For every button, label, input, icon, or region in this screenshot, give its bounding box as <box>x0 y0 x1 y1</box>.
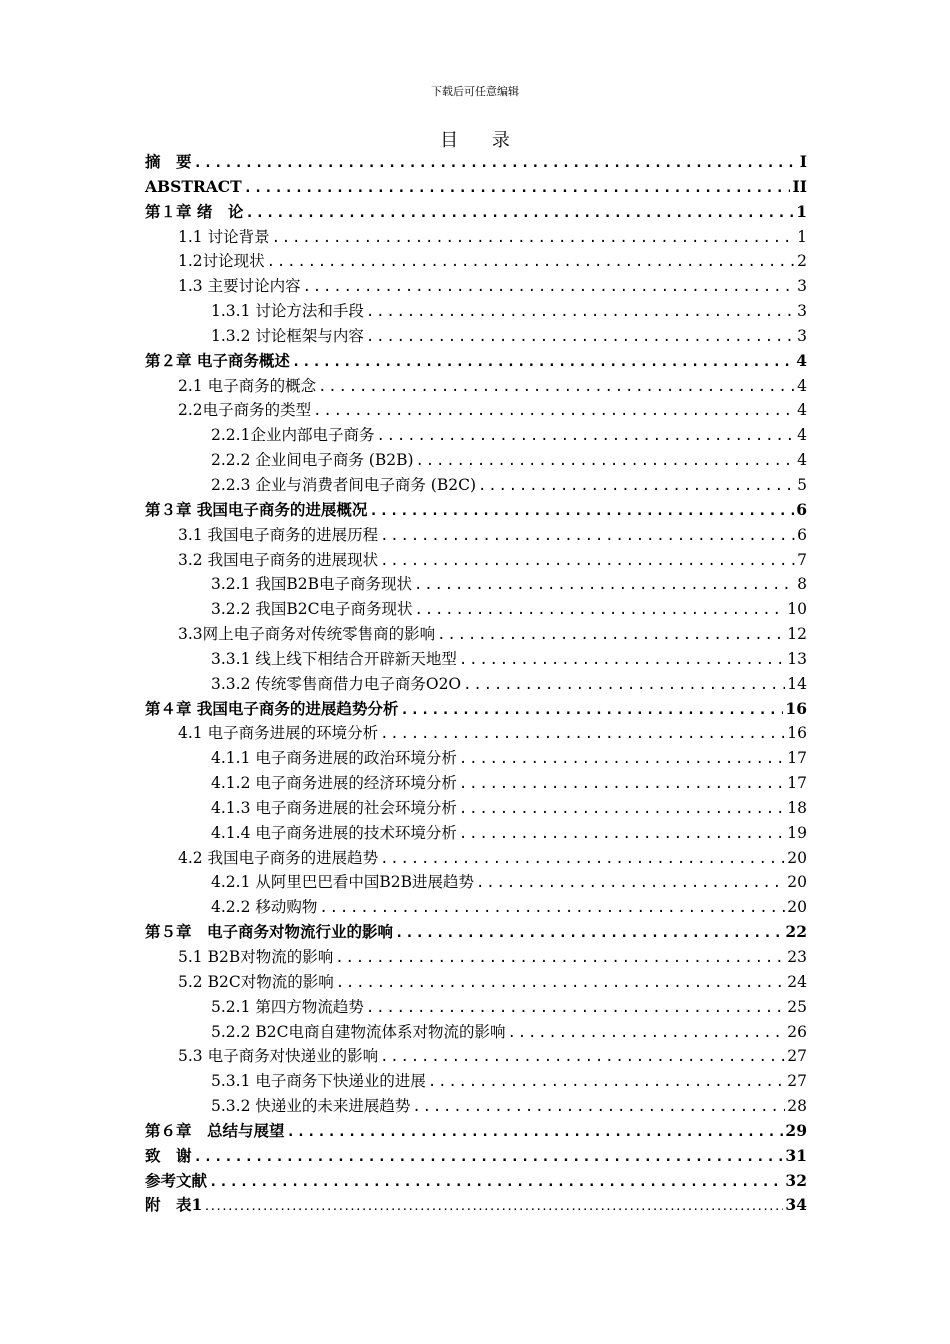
toc-entry-page: 25 <box>787 997 807 1016</box>
toc-entry[interactable] <box>145 249 807 274</box>
toc-entry-page: 4 <box>796 350 807 370</box>
dot-leader <box>272 226 796 251</box>
toc-entry-label: 2.2.2 企业间电子商务 (B2B) <box>211 451 414 470</box>
dot-leader <box>319 896 785 921</box>
dot-leader <box>414 573 795 598</box>
toc-entry[interactable] <box>145 448 807 473</box>
toc-entry-page: 16 <box>787 724 807 743</box>
toc-entry[interactable] <box>145 274 807 299</box>
toc-entry-label: 1.1 讨论背景 <box>178 227 270 246</box>
toc-entry[interactable] <box>145 647 807 672</box>
dot-leader <box>437 623 785 648</box>
toc-entry[interactable] <box>145 299 807 324</box>
toc-entry-page: 13 <box>787 649 807 668</box>
toc-entry-label: 5.3 电子商务对快递业的影响 <box>178 1047 379 1066</box>
toc-entry-page: 4 <box>797 451 807 470</box>
toc-entry-label: 5.2 B2C对物流的影响 <box>178 972 334 991</box>
toc-entry-label: 2.2电子商务的类型 <box>178 401 312 420</box>
dot-leader <box>245 201 794 226</box>
toc-entry-page: 31 <box>785 1145 807 1165</box>
dot-leader <box>366 300 795 325</box>
toc-entry-label: 4.1.3 电子商务进展的社会环境分析 <box>211 798 457 817</box>
toc-entry-page: 26 <box>787 1022 807 1041</box>
toc-entry-label: 第５章 电子商务对物流行业的影响 <box>145 922 394 942</box>
dot-leader <box>318 375 795 400</box>
toc-entry-label: 5.3.1 电子商务下快递业的进展 <box>211 1072 426 1091</box>
toc-entry-page: 19 <box>787 823 807 842</box>
dot-leader <box>459 822 785 847</box>
dot-leader <box>303 275 796 300</box>
toc-entry-label: 5.2.2 B2C电商自建物流体系对物流的影响 <box>211 1022 506 1041</box>
dot-leader <box>335 946 785 971</box>
toc-entry[interactable] <box>145 597 807 622</box>
toc-entry-page: 1 <box>796 201 807 221</box>
toc-entry-page: 27 <box>787 1072 807 1091</box>
toc-entry-page: 20 <box>787 898 807 917</box>
toc-entry-page: II <box>792 176 807 196</box>
toc-entry[interactable] <box>145 1119 807 1144</box>
dot-leader <box>336 971 786 996</box>
dot-leader <box>459 772 785 797</box>
toc-entry-label: 2.2.3 企业与消费者间电子商务 (B2C) <box>211 475 476 494</box>
toc-entry-label: 1.3 主要讨论内容 <box>178 277 301 296</box>
toc-entry-page: 5 <box>797 475 807 494</box>
toc-entry-page: 1 <box>797 227 807 246</box>
toc-entry[interactable] <box>145 995 807 1020</box>
toc-entry-page: 29 <box>785 1120 807 1140</box>
dot-leader <box>428 1070 785 1095</box>
toc-entry[interactable] <box>145 1169 807 1194</box>
toc-entry[interactable] <box>145 498 807 523</box>
dot-leader <box>380 722 785 747</box>
toc-entry-label: 第６章 总结与展望 <box>145 1120 285 1140</box>
dot-leader <box>400 698 783 723</box>
toc-entry[interactable] <box>145 523 807 548</box>
toc-entry[interactable] <box>145 1069 807 1094</box>
dot-leader <box>369 499 794 524</box>
toc-entry-page: 20 <box>787 873 807 892</box>
toc-entry-label: 3.2 我国电子商务的进展现状 <box>178 550 379 569</box>
toc-title: 目 录 <box>440 130 524 151</box>
toc-entry-label: 2.2.1企业内部电子商务 <box>211 426 375 445</box>
toc-entry-label: 致 谢 <box>145 1145 192 1165</box>
toc-entry[interactable] <box>145 548 807 573</box>
toc-entry-page: I <box>799 152 807 171</box>
toc-entry-label: 第１章 绪 论 <box>145 201 244 221</box>
dot-leader <box>395 921 783 946</box>
toc-entry[interactable] <box>145 423 807 448</box>
toc-entry[interactable] <box>145 572 807 597</box>
dot-leader <box>244 176 791 201</box>
dot-leader <box>476 871 785 896</box>
toc-entry-label: 5.1 B2B对物流的影响 <box>178 948 334 966</box>
dot-leader <box>292 350 794 375</box>
toc-entry[interactable] <box>145 1020 807 1045</box>
toc-entry[interactable] <box>145 846 807 871</box>
toc-entry-label: 4.2 我国电子商务的进展趋势 <box>178 848 379 867</box>
toc-entry[interactable] <box>145 920 807 945</box>
toc-entry-page: 32 <box>785 1170 807 1190</box>
dot-leader <box>380 1045 785 1070</box>
download-note: 下载后可任意编辑 <box>431 85 519 98</box>
dot-leader <box>376 424 795 449</box>
toc-entry-page: 4 <box>797 401 807 420</box>
toc-entry[interactable] <box>145 473 807 498</box>
toc-entry-label: 1.3.1 讨论方法和手段 <box>211 302 364 321</box>
dot-leader <box>380 847 785 872</box>
toc-entry[interactable] <box>145 746 807 771</box>
toc-entry-label: 第２章 电子商务概述 <box>145 350 290 370</box>
toc-entry-page: 28 <box>787 1097 807 1116</box>
toc-entry[interactable] <box>145 1044 807 1069</box>
toc-entry[interactable] <box>145 895 807 920</box>
toc-entry-page: 27 <box>787 1047 807 1066</box>
dot-leader <box>194 1145 784 1170</box>
dot-leader <box>380 524 795 549</box>
toc-entry-label: 第４章 我国电子商务的进展趋势分析 <box>145 698 399 718</box>
toc-entry-label: 3.3.2 传统零售商借力电子商务O2O <box>211 674 462 693</box>
toc-entry[interactable] <box>145 225 807 250</box>
toc-entry-page: 24 <box>787 972 807 991</box>
dot-leader <box>267 250 795 275</box>
toc-entry[interactable] <box>145 175 807 200</box>
toc-entry[interactable] <box>145 374 807 399</box>
toc-entry-label: 3.1 我国电子商务的进展历程 <box>178 525 379 544</box>
toc-entry-page: 3 <box>797 302 807 321</box>
table-of-contents <box>145 150 807 1218</box>
dot-leader <box>463 673 785 698</box>
toc-entry-page: 2 <box>797 252 807 271</box>
toc-entry-label: 参考文献 <box>145 1170 208 1190</box>
toc-entry-label: 3.2.1 我国B2B电子商务现状 <box>211 575 413 594</box>
toc-entry-label: 4.1.1 电子商务进展的政治环境分析 <box>211 749 457 768</box>
toc-entry-page: 34 <box>785 1195 807 1215</box>
toc-entry[interactable] <box>145 1193 807 1218</box>
toc-entry[interactable] <box>145 1144 807 1169</box>
toc-entry[interactable] <box>145 150 807 175</box>
dot-leader <box>416 449 796 474</box>
toc-entry[interactable] <box>145 771 807 796</box>
toc-entry-label: 附 表1 <box>145 1195 203 1215</box>
toc-entry[interactable] <box>145 721 807 746</box>
toc-entry[interactable] <box>145 945 807 970</box>
toc-entry-page: 6 <box>796 499 807 519</box>
dot-leader <box>412 1095 785 1120</box>
toc-entry-label: ABSTRACT <box>145 176 242 196</box>
dot-leader <box>380 549 795 574</box>
toc-entry-label: 4.2.2 移动购物 <box>211 898 318 917</box>
toc-entry-page: 4 <box>797 426 807 445</box>
toc-entry[interactable] <box>145 870 807 895</box>
toc-entry[interactable] <box>145 821 807 846</box>
dot-leader <box>414 598 785 623</box>
toc-entry-page: 10 <box>787 600 807 619</box>
toc-entry[interactable] <box>145 796 807 821</box>
toc-entry[interactable] <box>145 200 807 225</box>
toc-entry[interactable] <box>145 324 807 349</box>
toc-entry-label: 4.1.4 电子商务进展的技术环境分析 <box>211 823 457 842</box>
toc-entry-label: 4.2.1 从阿里巴巴看中国B2B进展趋势 <box>211 873 475 892</box>
toc-entry-page: 7 <box>797 550 807 569</box>
toc-entry-page: 14 <box>787 674 807 693</box>
dot-leader <box>287 1120 784 1145</box>
dot-leader <box>194 151 798 176</box>
toc-entry-label: 4.1 电子商务进展的环境分析 <box>178 724 379 743</box>
toc-entry-page: 17 <box>787 774 807 793</box>
toc-entry-page: 3 <box>797 326 807 345</box>
dot-leader <box>459 747 785 772</box>
toc-entry-page: 17 <box>787 749 807 768</box>
dot-leader <box>459 797 785 822</box>
toc-entry-label: 3.3.1 线上线下相结合开辟新天地型 <box>211 649 457 668</box>
toc-entry-label: 3.3网上电子商务对传统零售商的影响 <box>178 625 436 644</box>
toc-entry-label: 1.2讨论现状 <box>178 252 265 271</box>
toc-entry-page: 16 <box>785 698 807 718</box>
toc-entry-label: 5.3.2 快递业的未来进展趋势 <box>211 1097 411 1116</box>
toc-entry-page: 22 <box>785 922 807 942</box>
toc-entry-page: 4 <box>797 376 807 395</box>
dot-leader <box>209 1170 783 1195</box>
toc-entry[interactable] <box>145 1094 807 1119</box>
dot-leader <box>459 648 785 673</box>
dot-leader <box>366 325 795 350</box>
toc-entry-label: 4.1.2 电子商务进展的经济环境分析 <box>211 774 457 793</box>
toc-entry-page: 23 <box>787 948 807 966</box>
toc-entry[interactable] <box>145 349 807 374</box>
toc-entry-page: 3 <box>797 277 807 296</box>
toc-entry[interactable] <box>145 672 807 697</box>
toc-entry[interactable] <box>145 970 807 995</box>
toc-entry-page: 6 <box>797 525 807 544</box>
toc-entry-label: 第３章 我国电子商务的进展概况 <box>145 499 368 519</box>
toc-entry-label: 摘 要 <box>145 152 192 171</box>
dot-leader <box>313 399 795 424</box>
toc-entry[interactable] <box>145 398 807 423</box>
toc-entry[interactable] <box>145 697 807 722</box>
toc-entry-label: 3.2.2 我国B2C电子商务现状 <box>211 600 413 619</box>
dot-leader <box>478 474 795 499</box>
toc-entry[interactable] <box>145 622 807 647</box>
dot-leader <box>507 1021 785 1046</box>
toc-entry-page: 8 <box>797 575 807 594</box>
toc-entry-label: 2.1 电子商务的概念 <box>178 376 317 395</box>
toc-entry-label: 1.3.2 讨论框架与内容 <box>211 326 364 345</box>
toc-entry-page: 18 <box>787 798 807 817</box>
dot-leader <box>204 1196 783 1221</box>
toc-entry-page: 20 <box>787 848 807 867</box>
toc-entry-page: 12 <box>787 625 807 644</box>
toc-entry-label: 5.2.1 第四方物流趋势 <box>211 997 364 1016</box>
dot-leader <box>366 996 785 1021</box>
